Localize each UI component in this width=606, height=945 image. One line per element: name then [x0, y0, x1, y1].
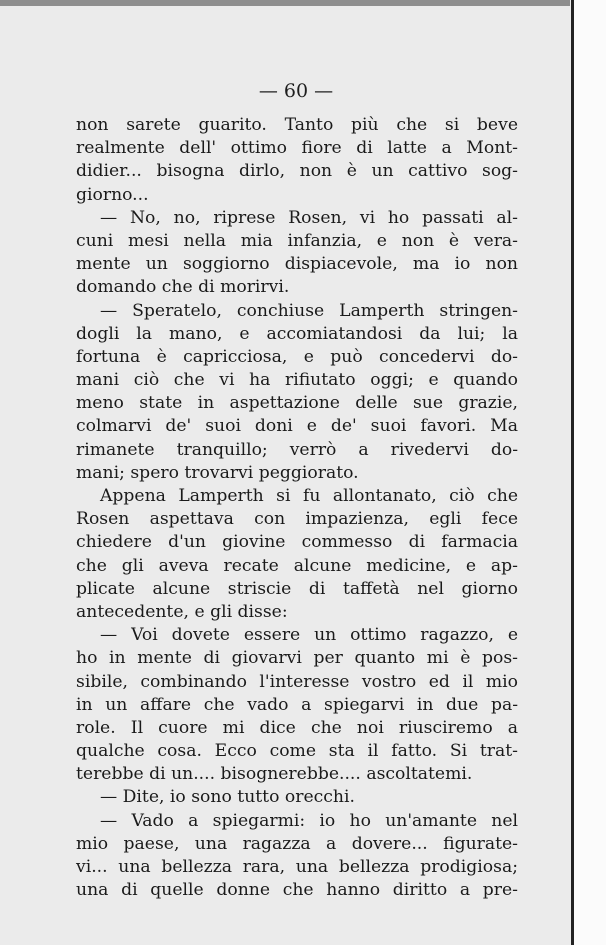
- text-line: mente un soggiorno dispiacevole, ma io non: [76, 254, 518, 275]
- text-line: chiedere d'un giovine commesso di farmacia: [76, 532, 518, 553]
- text-line: mio paese, una ragazza a dovere... figurate-: [76, 833, 518, 854]
- text-line: plicate alcune striscie di taffetà nel giorno: [76, 578, 518, 599]
- page-number: — 60 —: [258, 80, 334, 102]
- text-line: che gli aveva recate alcune medicine, e ap-: [76, 555, 518, 576]
- text-line: antecedente, e gli disse:: [76, 601, 288, 622]
- text-line: Rosen aspettava con impazienza, egli fece: [76, 509, 518, 530]
- text-line: mani ciò che vi ha rifiutato oggi; e quando: [76, 370, 518, 391]
- text-line: ho in mente di giovarvi per quanto mi è pos-: [76, 648, 518, 669]
- text-line: — Dite, io sono tutto orecchi.: [100, 787, 355, 808]
- outer-margin: [574, 0, 606, 945]
- text-line: — Voi dovete essere un ottimo ragazzo, e: [100, 625, 518, 646]
- text-line: role. Il cuore mi dice che noi riusciremo a: [76, 717, 518, 738]
- text-line: vi... una bellezza rara, una bellezza prodigiosa;: [76, 857, 518, 877]
- text-line: qualche cosa. Ecco come sta il fatto. Si trat-: [76, 741, 518, 762]
- text-line: meno state in aspettazione delle sue grazie,: [76, 393, 518, 414]
- text-line: cuni mesi nella mia infanzia, e non è vera-: [76, 230, 518, 251]
- text-line: — Vado a spiegarmi: io ho un'amante nel: [100, 810, 518, 831]
- body-text: [76, 114, 518, 902]
- text-line: dogli la mano, e accomiatandosi da lui; la: [76, 323, 518, 344]
- text-line: in un affare che vado a spiegarvi in due pa-: [76, 694, 518, 715]
- text-line: — No, no, riprese Rosen, vi ho passati al-: [100, 207, 518, 228]
- page-top-edge: [0, 0, 570, 6]
- text-line: — Speratelo, conchiuse Lamperth stringen-: [100, 300, 518, 321]
- text-line: didier... bisogna dirlo, non è un cattivo sog-: [76, 161, 518, 182]
- text-line: realmente dell' ottimo fiore di latte a Mont-: [76, 138, 518, 159]
- text-line: mani; spero trovarvi peggiorato.: [76, 462, 359, 483]
- text-line: sibile, combinando l'interesse vostro ed il mio: [76, 671, 518, 692]
- text-line: Appena Lamperth si fu allontanato, ciò che: [100, 486, 518, 506]
- text-line: rimanete tranquillo; verrò a rivedervi do-: [76, 439, 518, 460]
- text-line: terebbe di un.... bisognerebbe.... ascoltatemi.: [76, 764, 473, 785]
- text-line: fortuna è capricciosa, e può concedervi do-: [76, 346, 518, 367]
- text-line: una di quelle donne che hanno diritto a pre-: [76, 880, 518, 901]
- text-line: colmarvi de' suoi doni e de' suoi favori. Ma: [76, 416, 518, 437]
- text-line: non sarete guarito. Tanto più che si beve: [76, 115, 518, 135]
- text-line: domando che di morirvi.: [76, 277, 290, 298]
- text-line: giorno...: [76, 184, 149, 205]
